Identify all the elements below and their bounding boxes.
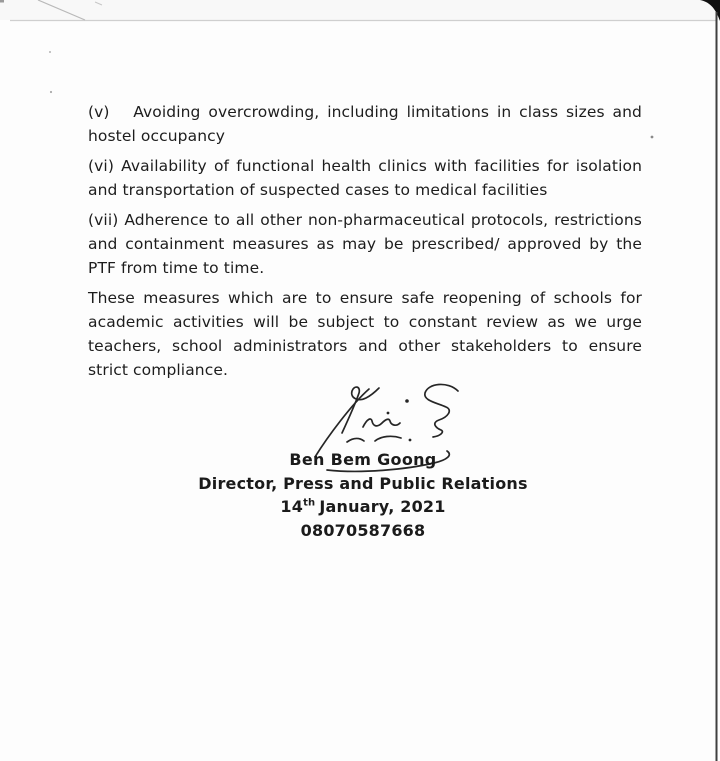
document-body xyxy=(88,100,642,388)
contact-phone: 08070587668 xyxy=(300,520,426,540)
paragraph-item-vii: (vii) Adherence to all other non-pharmaceutical protocols, restrictions and containment measures as may be prescribed/ approved by the PTF from time to time. xyxy=(88,211,642,277)
signature-dot xyxy=(405,399,409,403)
scan-corner-smudge xyxy=(0,0,4,3)
signature-dot xyxy=(409,439,412,442)
signature-block xyxy=(0,448,720,542)
signatory-title: Director, Press and Public Relations xyxy=(198,473,528,493)
paragraph-item-v: (v) Avoiding overcrowding, including limitations in class sizes and hostel occupancy xyxy=(88,103,642,145)
date-ordinal-suffix: th xyxy=(303,497,316,509)
paragraph-item-vi: (vi) Availability of functional health clinics with facilities for isolation and transportation of suspected cases to medical facilities xyxy=(88,157,642,199)
date-rest: January, 2021 xyxy=(319,497,446,516)
dust-speck xyxy=(49,51,51,53)
scanner-corner-shadow xyxy=(700,0,720,21)
corner-fold-line xyxy=(38,0,85,20)
date-day: 14 xyxy=(280,497,304,516)
scan-tick-mark xyxy=(95,2,102,5)
signature-date xyxy=(0,495,720,519)
signatory-name: Ben Bem Goong xyxy=(289,450,437,469)
paragraph-closing: These measures which are to ensure safe reopening of schools for academic activities will be subject to constant review as we urge teachers, school administrators and other stakeholders to ensure strict compliance. xyxy=(88,289,642,379)
dust-speck xyxy=(651,136,654,139)
signature-stroke xyxy=(425,384,458,437)
signature-stroke xyxy=(375,436,401,441)
signature-dot xyxy=(387,412,390,415)
signature-stroke xyxy=(347,439,364,443)
signature-stroke xyxy=(363,419,400,427)
signature-stroke xyxy=(342,387,379,433)
dust-speck xyxy=(50,91,52,93)
scan-top-strip xyxy=(0,0,720,20)
